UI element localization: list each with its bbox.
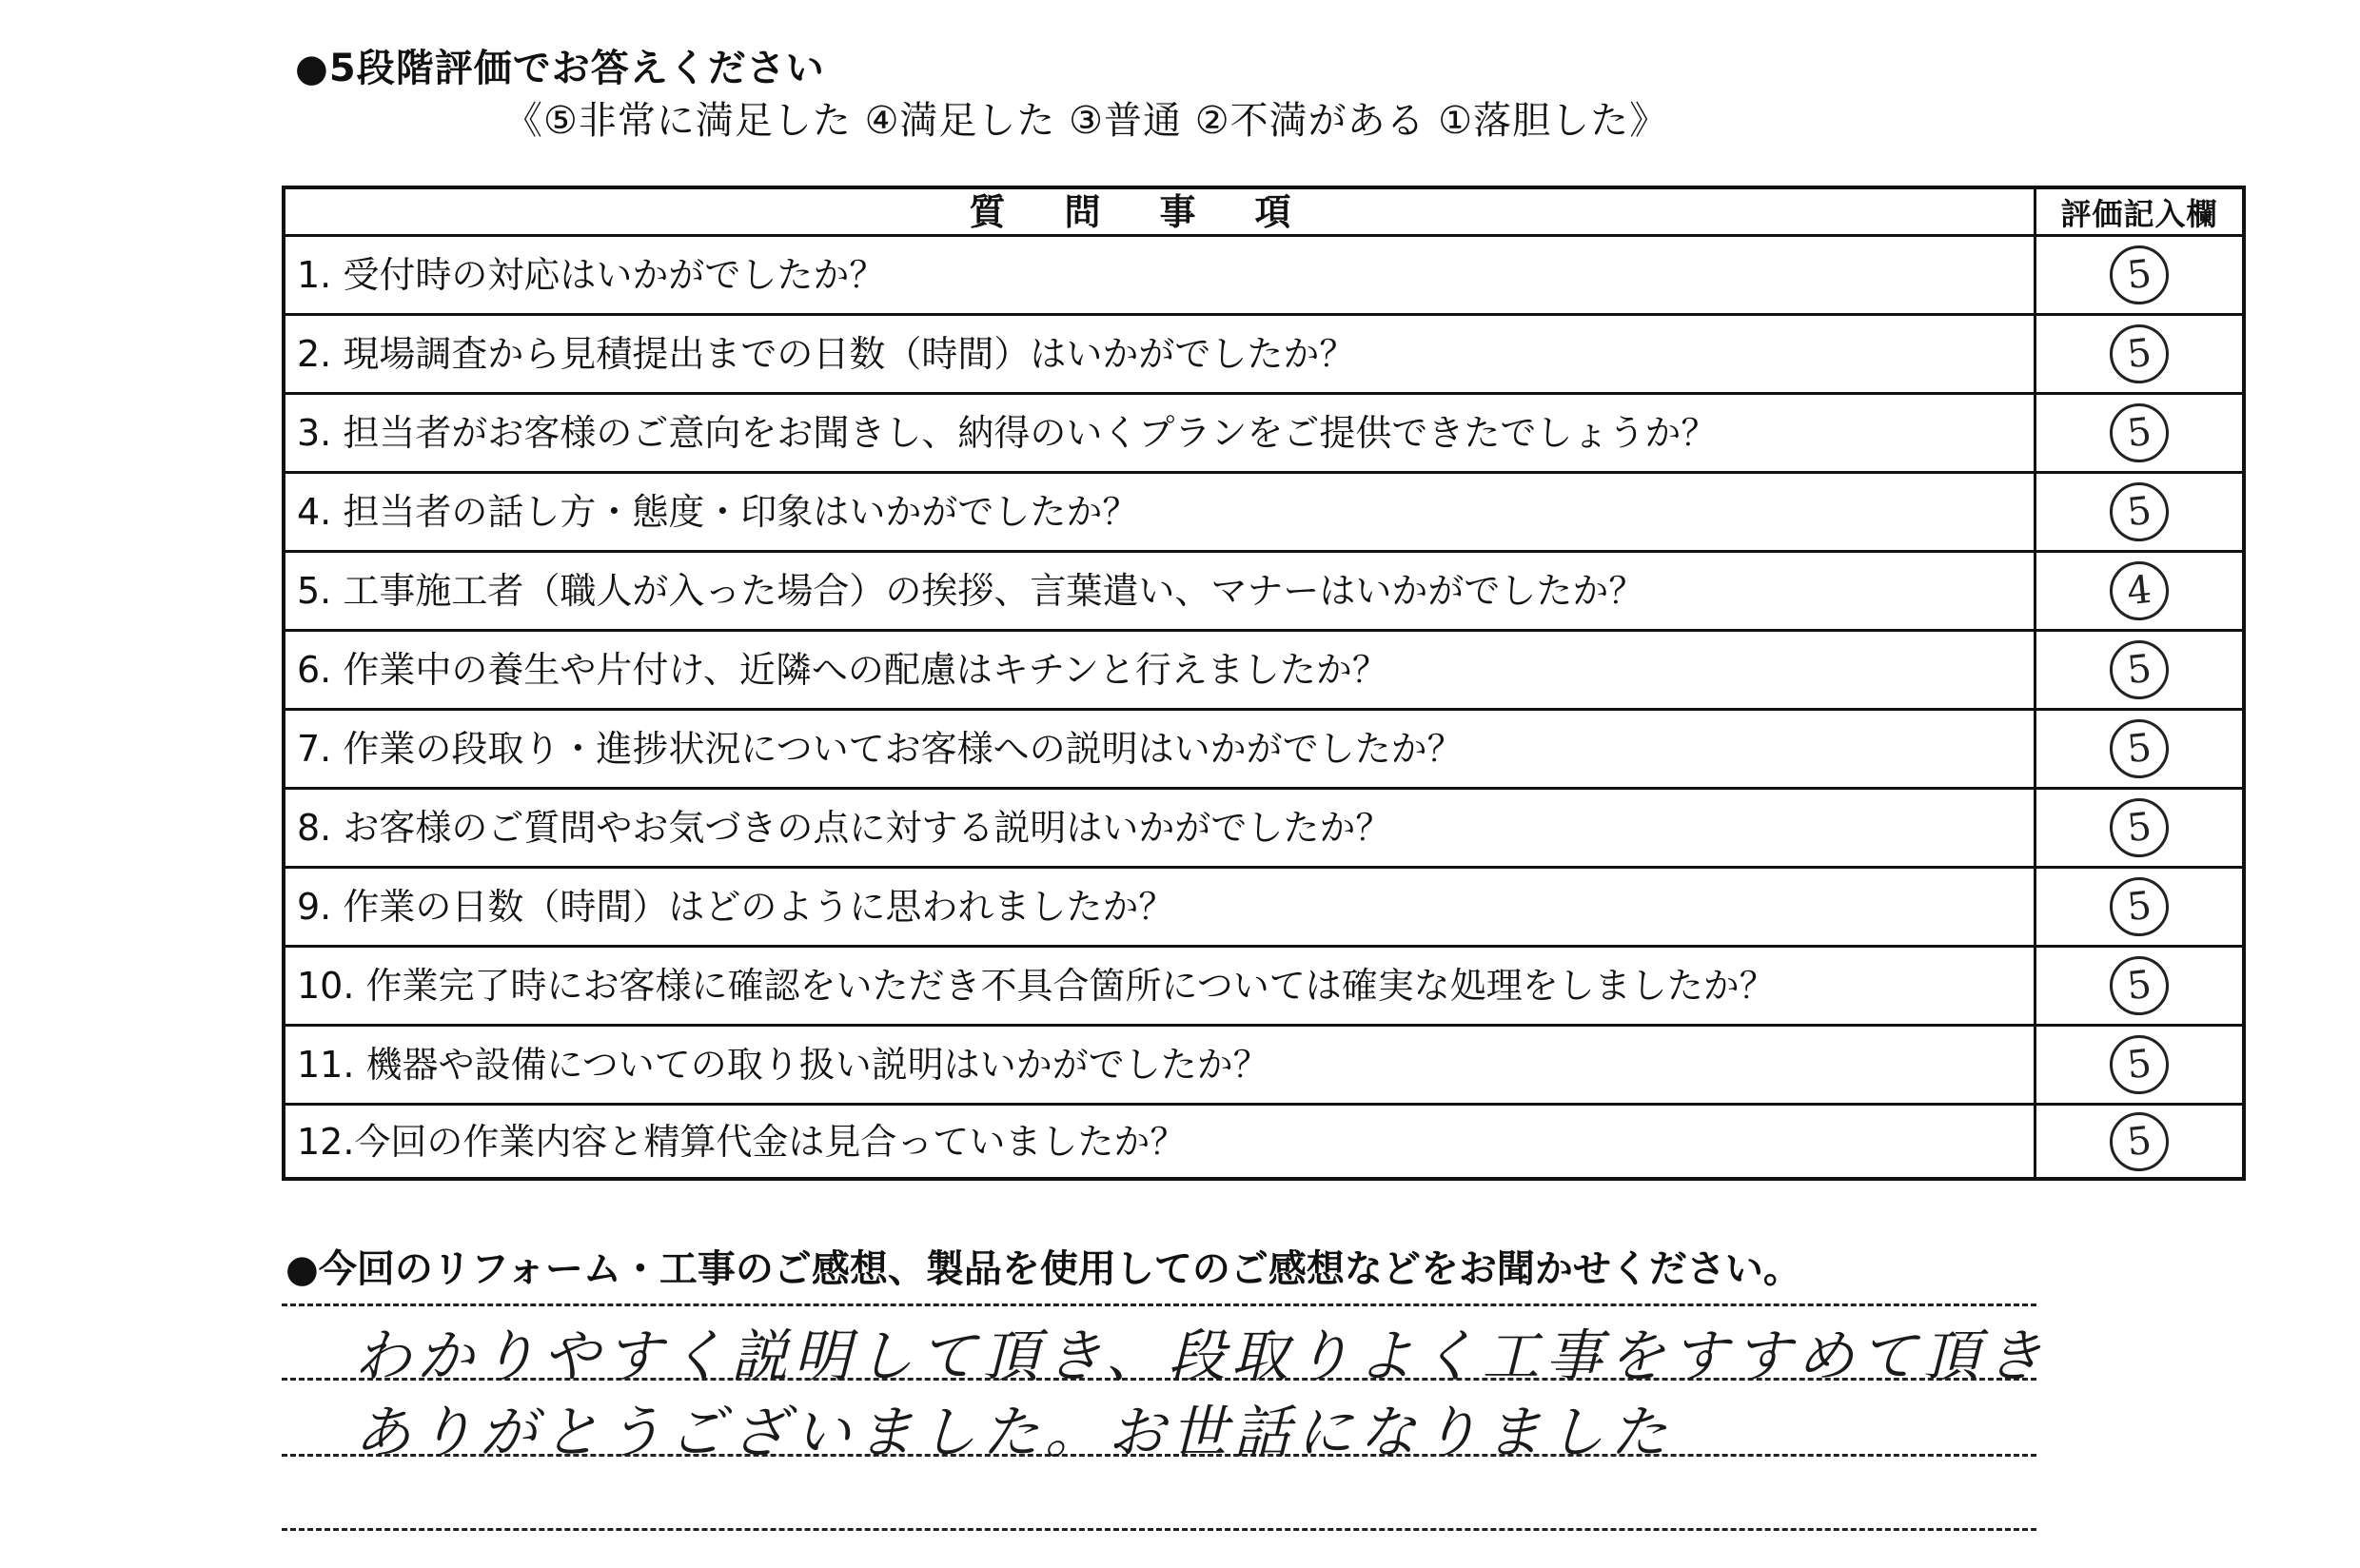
question-text: 11. 機器や設備についての取り扱い説明はいかがでしたか？: [285, 1027, 2036, 1103]
table-row: [285, 1027, 2242, 1106]
table-row: [285, 237, 2242, 316]
question-text: 2. 現場調査から見積提出までの日数（時間）はいかがでしたか？: [285, 316, 2036, 392]
circled-rating-mark: 5: [2107, 953, 2172, 1018]
circled-rating-mark: 5: [2107, 874, 2172, 939]
question-text: 3. 担当者がお客様のご意向をお聞きし、納得のいくプランをご提供できたでしょうか？: [285, 395, 2036, 471]
rating-cell[interactable]: [2036, 1106, 2242, 1177]
question-text: 9. 作業の日数（時間）はどのように思われましたか？: [285, 869, 2036, 945]
circled-rating-mark: 5: [2107, 795, 2172, 860]
handwritten-comment-line-2: ありがとうございました。お世話になりました: [354, 1400, 1673, 1466]
rating-cell[interactable]: [2036, 869, 2242, 945]
rating-cell[interactable]: [2036, 395, 2242, 471]
table-row: [285, 395, 2242, 474]
circled-rating-mark: 5: [2107, 243, 2172, 307]
question-text: 6. 作業中の養生や片付け、近隣への配慮はキチンと行えましたか？: [285, 632, 2036, 708]
handwritten-comment-line-1: わかりやすく説明して頂き、段取りよく工事をすすめて頂き: [354, 1323, 2049, 1390]
table-row: [285, 711, 2242, 790]
rating-cell[interactable]: [2036, 316, 2242, 392]
table-row: [285, 632, 2242, 711]
rating-cell[interactable]: [2036, 632, 2242, 708]
question-text: 10. 作業完了時にお客様に確認をいただき不具合箇所については確実な処理をしましたか？: [285, 948, 2036, 1024]
question-text: 5. 工事施工者（職人が入った場合）の挨拶、言葉遣い、マナーはいかがでしたか？: [285, 553, 2036, 629]
circled-rating-mark: 4: [2107, 559, 2172, 623]
circled-rating-mark: 5: [2107, 637, 2172, 702]
comment-ruled-line: [282, 1303, 2036, 1306]
table-row: [285, 316, 2242, 395]
rating-cell[interactable]: [2036, 711, 2242, 787]
question-column-header: 質問事項: [285, 189, 2036, 234]
table-row: [285, 474, 2242, 553]
table-row: [285, 869, 2242, 948]
circled-rating-mark: 5: [2107, 1108, 2172, 1173]
rating-scale-legend: 《⑤非常に満足した ④満足した ③普通 ②不満がある ①落胆した》: [504, 99, 1669, 143]
comments-heading: ●今回のリフォーム・工事のご感想、製品を使用してのご感想などをお聞かせください。: [285, 1247, 1801, 1291]
question-text: 4. 担当者の話し方・態度・印象はいかがでしたか？: [285, 474, 2036, 550]
circled-rating-mark: 5: [2107, 716, 2172, 781]
rating-cell[interactable]: [2036, 1027, 2242, 1103]
table-row: [285, 1106, 2242, 1177]
circled-rating-mark: 5: [2107, 1032, 2172, 1097]
question-text: 12.今回の作業内容と精算代金は見合っていましたか？: [285, 1106, 2036, 1177]
table-row: [285, 790, 2242, 869]
circled-rating-mark: 5: [2107, 480, 2172, 544]
question-text: 1. 受付時の対応はいかがでしたか？: [285, 237, 2036, 313]
circled-rating-mark: 5: [2107, 401, 2172, 465]
rating-column-header: 評価記入欄: [2060, 195, 2218, 232]
survey-table: [282, 186, 2246, 1181]
question-text: 8. お客様のご質問やお気づきの点に対する説明はいかがでしたか？: [285, 790, 2036, 866]
rating-cell[interactable]: [2036, 237, 2242, 313]
table-row: [285, 553, 2242, 632]
form-heading: ●5段階評価でお答えください: [295, 47, 825, 90]
rating-cell[interactable]: [2036, 790, 2242, 866]
table-header-row: [285, 189, 2242, 237]
circled-rating-mark: 5: [2107, 322, 2172, 386]
rating-cell[interactable]: [2036, 553, 2242, 629]
comment-ruled-line: [282, 1528, 2036, 1531]
question-text: 7. 作業の段取り・進捗状況についてお客様への説明はいかがでしたか？: [285, 711, 2036, 787]
table-row: [285, 948, 2242, 1027]
rating-cell[interactable]: [2036, 474, 2242, 550]
rating-cell[interactable]: [2036, 948, 2242, 1024]
